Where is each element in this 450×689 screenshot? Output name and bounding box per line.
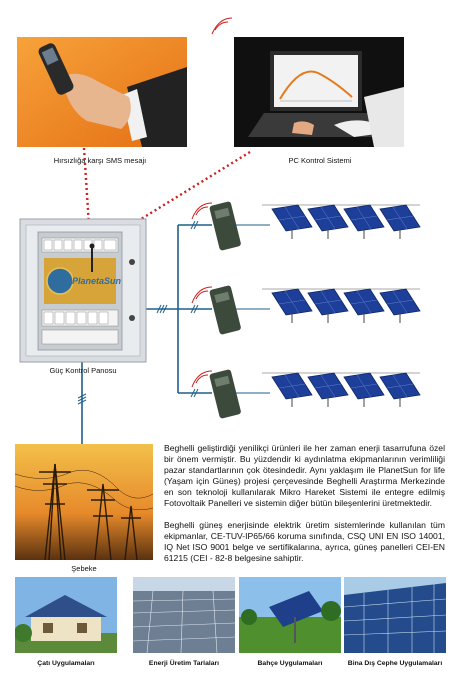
garden-application-photo [239,577,341,653]
sms-caption: Hırsızlığa karşı SMS mesajı [53,156,147,165]
facade-application-caption: Bina Dış Cephe Uygulamaları [347,660,443,667]
tracker-motor-box [209,369,241,419]
solar-panel [344,205,384,239]
planetasun-logo: PlanetaSun [72,276,122,286]
control-cabinet [20,219,146,362]
solar-panel [380,205,420,239]
tracker-motor-box [209,201,241,251]
panel-caption: Güç Kontrol Panosu [49,366,117,375]
solar-panel [272,373,312,407]
tracker-row [192,201,420,251]
grid-photo [15,444,153,560]
roof-application-caption: Çatı Uygulamaları [37,660,95,667]
solar-panel [380,373,420,407]
wireless-icon [192,371,212,387]
grid-caption: Şebeke [71,564,97,573]
wireless-icon [192,203,212,219]
solar-panel [344,373,384,407]
facade-application-photo [344,577,446,653]
solar-panel [272,205,312,239]
solar-panel [344,289,384,323]
wireless-icon [192,287,212,303]
field-application-photo [133,577,235,653]
tracker-motor-box [209,285,241,335]
solar-panel [308,289,348,323]
roof-application-photo [15,577,117,653]
wireless-icon-pc [212,18,232,34]
solar-panel [308,205,348,239]
intro-paragraph: Beghelli geliştirdiği yenilikçi ürünleri ile her zaman enerji tasarrufuna özel bir önem vermiştir. Bu yüzdendir ki aydınlatma ekipmanlarının verimliliği pazar standartlarının çok ötesindedir. Aynı yaklaşım ile PlanetSun for life (Yaşam için Güneş) projesi çerçevesinde Beghelli Araştırma Merkezinde en son teknoloji kullanılarak Mikro Hareket Sistemi ile entegre edilmiş Fotovoltaik Panelleri ve sistemin diğer bütün bileşenlerini üretmektedir. [164,443,445,508]
solar-panel [380,289,420,323]
tracker-row [192,285,420,335]
field-application-caption: Enerji Üretim Tarlaları [148,660,220,667]
solar-panel [272,289,312,323]
solar-panel [308,373,348,407]
certification-paragraph: Beghelli güneş enerjisinde elektrik üretim sistemlerinde kullanılan tüm ekipmanlar, CE-TUV-IP65/66 koruma sınıfında, CSQ UNI EN ISO 14001, IQ Net ISO 9001 belge ve sertifikalarına, ayrıca, güneş panelleri CEI-EN 61215 (CEI - 82-8 belgesine sahiptir. [164,520,445,563]
garden-application-caption: Bahçe Uygulamaları [257,660,323,667]
pc-caption: PC Kontrol Sistemi [288,156,352,165]
tracker-row [192,369,420,419]
